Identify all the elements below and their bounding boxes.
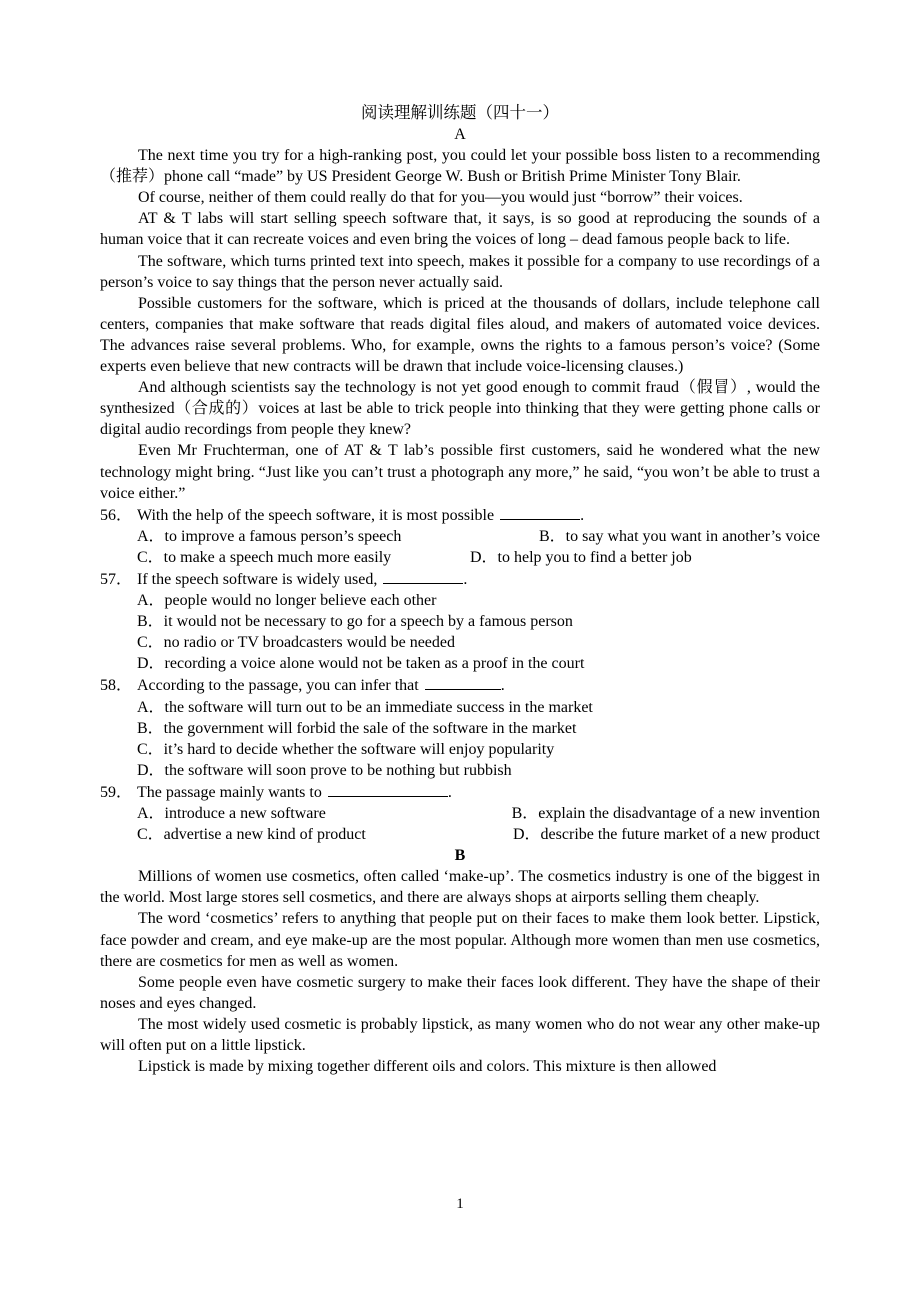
section-a-heading: A: [454, 126, 466, 143]
question-stem: The passage mainly wants to: [137, 783, 322, 801]
section-b-paragraph: Lipstick is made by mixing together different oils and colors. This mixture is then allowed: [138, 1058, 717, 1076]
option-b: B．to say what you want in another’s voice: [539, 527, 820, 545]
question-end: .: [580, 506, 585, 524]
answer-blank: [425, 674, 501, 690]
option-d: D．to help you to find a better job: [470, 548, 692, 566]
section-a-paragraph: Possible customers for the software, which is priced at the thousands of dollars, include telephone call centers, companies that make software that reads digital files aloud, and makers of automated voice devices. The advances raise several problems. Who, for example, owns the rights to a famous person’s voice? (Some experts even believe that new contracts will be drawn that include voice-licensing clauses.): [100, 294, 820, 376]
page-title: 阅读理解训练题（四十一）: [361, 103, 559, 122]
option-c: C．to make a speech much more easily: [137, 548, 392, 566]
question-end: .: [500, 677, 505, 695]
option-a: A．the software will turn out to be an immediate success in the market: [137, 698, 593, 716]
section-a-paragraph: Of course, neither of them could really do that for you—you would just “borrow” their voices.: [138, 189, 743, 207]
question-57: [100, 568, 820, 590]
option-b: B．explain the disadvantage of a new invention: [511, 805, 820, 822]
question-end: .: [447, 783, 452, 801]
option-a: A．to improve a famous person’s speech: [137, 527, 402, 545]
document-page: [100, 102, 820, 1077]
option-b: B．the government will forbid the sale of the software in the market: [137, 719, 577, 737]
answer-blank: [500, 504, 580, 520]
question-stem: With the help of the speech software, it is most possible: [137, 506, 495, 524]
section-a-paragraph: AT & T labs will start selling speech software that, it says, is so good at reproducing the sounds of a human voice that it can recreate voices and even bring the voices of long – dead famous people back to life.: [100, 210, 820, 249]
section-b-paragraph: The most widely used cosmetic is probably lipstick, as many women who do not wear any other make-up will often put on a little lipstick.: [100, 1015, 820, 1055]
section-b-heading: B: [454, 847, 466, 865]
option-row: [137, 824, 820, 845]
question-56: [100, 504, 820, 526]
question-57-options: [137, 590, 820, 674]
option-row: [137, 803, 820, 824]
question-58-options: [137, 697, 820, 781]
question-56-options: [137, 526, 820, 568]
option-c: C．advertise a new kind of product: [137, 826, 366, 844]
question-number: 56．: [100, 506, 133, 524]
section-a-paragraph: The next time you try for a high-ranking post, you could let your possible boss listen to a recommending（推荐）phone call “made” by US President George W. Bush or British Prime Minister Tony Blair.: [100, 147, 820, 186]
option-c: C．no radio or TV broadcasters would be needed: [137, 634, 455, 652]
option-row: [137, 547, 820, 568]
answer-blank: [383, 568, 463, 584]
question-58: [100, 674, 820, 696]
question-59-options: [137, 803, 820, 845]
question-stem: According to the passage, you can infer that: [137, 677, 419, 695]
option-d: D．the software will soon prove to be nothing but rubbish: [137, 761, 512, 779]
section-b-paragraph: Millions of women use cosmetics, often called ‘make-up’. The cosmetics industry is one of the biggest in the world. Most large stores sell cosmetics, and there are always shops at airports selling them cheaply.: [100, 868, 820, 907]
question-number: 59．: [100, 783, 133, 801]
question-end: .: [463, 570, 468, 588]
option-d: D．describe the future market of a new product: [513, 826, 820, 844]
option-d: D．recording a voice alone would not be taken as a proof in the court: [137, 655, 585, 673]
section-a-paragraph: And although scientists say the technology is not yet good enough to commit fraud（假冒）, would the synthesized（合成的）voices at last be able to trick people into thinking that they were getting phone calls or digital audio recordings from people they knew?: [100, 379, 820, 439]
section-b-paragraph: Some people even have cosmetic surgery to make their faces look different. They have the shape of their noses and eyes changed.: [100, 973, 820, 1012]
option-a: A．people would no longer believe each other: [137, 592, 437, 610]
option-a: A．introduce a new software: [137, 805, 326, 822]
question-number: 57．: [100, 570, 133, 588]
answer-blank: [328, 781, 448, 797]
question-stem: If the speech software is widely used,: [137, 570, 378, 588]
option-c: C．it’s hard to decide whether the software will enjoy popularity: [137, 740, 555, 758]
option-b: B．it would not be necessary to go for a speech by a famous person: [137, 613, 573, 631]
section-b-paragraph: The word ‘cosmetics’ refers to anything that people put on their faces to make them look better. Lipstick, face powder and cream, and eye make-up are the most popular. Although more women than men use cosmetics, there are cosmetics for men as well as women.: [100, 910, 820, 970]
section-a-paragraph: The software, which turns printed text into speech, makes it possible for a company to use recordings of a person’s voice to say things that the person never actually said.: [100, 252, 820, 291]
page-number: 1: [456, 1196, 464, 1212]
question-59: [100, 781, 820, 803]
question-number: 58．: [100, 677, 133, 695]
section-a-paragraph: Even Mr Fruchterman, one of AT & T lab’s possible first customers, said he wondered what the new technology might bring. “Just like you can’t trust a photograph any more,” he said, “you won’t be able to trust a voice either.”: [100, 442, 820, 502]
option-row: [137, 526, 820, 547]
